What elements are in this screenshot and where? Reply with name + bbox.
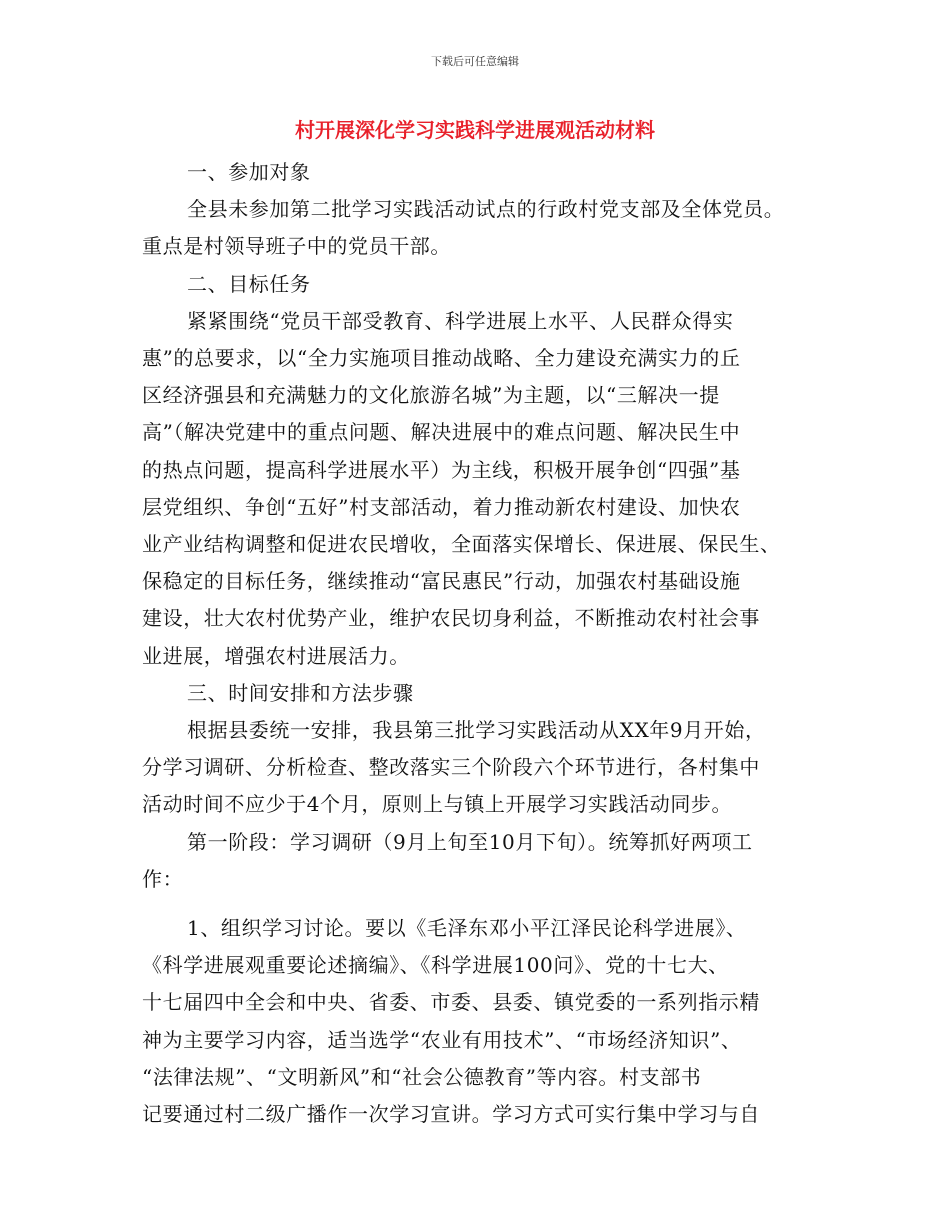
body-line: “法律法规”、“文明新风”和“社会公德教育”等内容。村支部书 bbox=[142, 1064, 702, 1089]
body-line: 三、时间安排和方法步骤 bbox=[187, 680, 414, 705]
body-line: 1、组织学习讨论。要以《毛泽东邓小平江泽民论科学进展》、 bbox=[187, 916, 747, 941]
body-line: 活动时间不应少于4个月，原则上与镇上开展学习实践活动同步。 bbox=[142, 792, 733, 817]
body-line: 高”（解决党建中的重点问题、解决进展中的难点问题、解决民生中 bbox=[142, 420, 741, 445]
body-line: 作： bbox=[142, 866, 184, 891]
body-line: 区经济强县和充满魅力的文化旅游名城”为主题，以“三解决一提 bbox=[142, 383, 720, 408]
body-line: 的热点问题，提高科学进展水平）为主线，积极开展争创“四强”基 bbox=[142, 457, 741, 482]
body-line: 根据县委统一安排，我县第三批学习实践活动从XX年9月开始， bbox=[187, 718, 766, 743]
body-line: 惠”的总要求，以“全力实施项目推动战略、全力建设充满实力的丘 bbox=[142, 346, 741, 371]
document-title: 村开展深化学习实践科学进展观活动材料 bbox=[295, 118, 655, 142]
body-line: 业进展，增强农村进展活力。 bbox=[142, 643, 410, 668]
body-line: 十七届四中全会和中央、省委、市委、县委、镇党委的一系列指示精 bbox=[142, 990, 760, 1015]
body-line: 记要通过村二级广播作一次学习宣讲。学习方式可实行集中学习与自 bbox=[142, 1102, 760, 1127]
body-line: 重点是村领导班子中的党员干部。 bbox=[142, 234, 451, 259]
body-line: 神为主要学习内容，适当选学“农业有用技术”、“市场经济知识”、 bbox=[142, 1027, 742, 1052]
body-line: 一、参加对象 bbox=[187, 160, 311, 184]
header-note: 下载后可任意编辑 bbox=[431, 55, 519, 68]
body-line: 二、目标任务 bbox=[187, 271, 311, 296]
body-line: 保稳定的目标任务，继续推动“富民惠民”行动，加强农村基础设施 bbox=[142, 569, 741, 594]
body-line: 《科学进展观重要论述摘编》、《科学进展100问》、党的十七大、 bbox=[142, 953, 729, 978]
body-line: 建设，壮大农村优势产业，维护农民切身利益，不断推动农村社会事 bbox=[142, 606, 760, 631]
body-line: 层党组织、争创“五好”村支部活动，着力推动新农村建设、加快农 bbox=[142, 494, 741, 519]
body-line: 紧紧围绕“党员干部受教育、科学进展上水平、人民群众得实 bbox=[187, 308, 734, 333]
body-line: 全县未参加第二批学习实践活动试点的行政村党支部及全体党员。 bbox=[187, 197, 785, 222]
body-line: 分学习调研、分析检查、整改落实三个阶段六个环节进行，各村集中 bbox=[142, 755, 760, 780]
document-body bbox=[142, 154, 814, 1133]
body-line: 第一阶段：学习调研（9月上旬至10月下旬）。统筹抓好两项工 bbox=[187, 829, 753, 854]
body-line: 业产业结构调整和促进农民增收，全面落实保增长、保进展、保民生、 bbox=[142, 532, 781, 557]
